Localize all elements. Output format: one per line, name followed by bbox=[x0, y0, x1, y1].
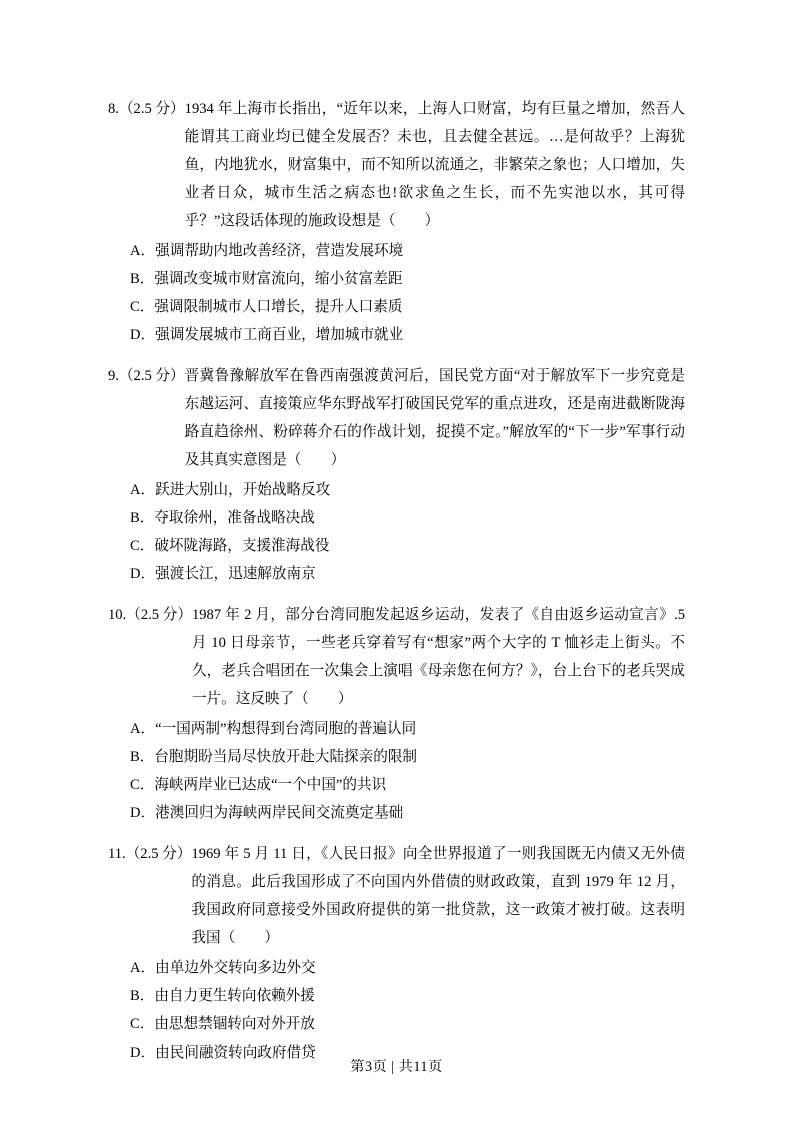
option-letter: D． bbox=[130, 805, 156, 822]
option-d[interactable] bbox=[108, 560, 685, 588]
option-text: 台胞期盼当局尽快放开赴大陆探亲的限制 bbox=[154, 749, 418, 766]
option-text: 破坏陇海路，支援淮海战役 bbox=[154, 538, 330, 555]
option-letter: D． bbox=[130, 566, 156, 583]
option-c[interactable] bbox=[108, 293, 685, 321]
option-letter: B． bbox=[130, 510, 155, 527]
option-letter: A． bbox=[130, 482, 156, 499]
option-b[interactable] bbox=[108, 982, 685, 1010]
page-footer: 第3页 | 共11页 bbox=[350, 1059, 443, 1075]
option-c[interactable] bbox=[108, 771, 685, 799]
option-letter: C． bbox=[130, 777, 155, 794]
question-number: 8.（2.5 分） bbox=[108, 101, 185, 117]
option-a[interactable] bbox=[108, 954, 685, 982]
option-text: 由思想禁锢转向对外开放 bbox=[154, 1016, 315, 1033]
option-text: 跃进大别山，开始战略反攻 bbox=[155, 482, 331, 499]
option-list bbox=[108, 476, 685, 588]
option-b[interactable] bbox=[108, 743, 685, 771]
option-letter: D． bbox=[130, 1044, 156, 1061]
option-d[interactable] bbox=[108, 321, 685, 349]
option-text: 强调改变城市财富流向，缩小贫富差距 bbox=[154, 271, 403, 288]
option-letter: A． bbox=[130, 243, 156, 260]
question-stem-text: 1987 年 2 月，部分台湾同胞发起返乡运动，发表了《自由返乡运动宣言》.5 月 10 日母亲节，一些老兵穿着写有“想家”两个大字的 T 恤衫走上街头。不久，老兵合唱团在一次集会上演唱《母亲您在何方？》，台上台下的老兵哭成一片。这反映了（ ） bbox=[191, 607, 685, 708]
option-letter: B． bbox=[130, 271, 155, 288]
question-number: 9.（2.5 分） bbox=[108, 368, 185, 385]
option-text: 海峡两岸业已达成“一个中国”的共识 bbox=[154, 777, 387, 794]
option-a[interactable] bbox=[108, 715, 685, 743]
option-b[interactable] bbox=[108, 265, 685, 293]
option-letter: C． bbox=[130, 299, 155, 316]
option-text: 强调帮助内地改善经济，营造发展环境 bbox=[155, 243, 404, 260]
question-stem bbox=[108, 362, 685, 474]
question-stem bbox=[108, 601, 685, 713]
option-letter: A． bbox=[130, 960, 156, 977]
question-number: 10.（2.5 分） bbox=[108, 607, 192, 624]
option-text: 夺取徐州，准备战略决战 bbox=[154, 510, 315, 527]
question-stem-text: 1934 年上海市长指出，“近年以来，上海人口财富，均有巨量之增加，然吾人能谓其工商业均已健全发展否？未也，且去健全甚远。…是何故乎？上海犹鱼，内地犹水，财富集中，而不知所以流通之，非繁荣之象也；人口增加，失业者日众，城市生活之病态也!欲求鱼之生长，而不先实池以水，其可得乎？”这段话体现的施政设想是（ ） bbox=[184, 101, 685, 230]
option-a[interactable] bbox=[108, 237, 685, 265]
question-stem-text: 晋冀鲁豫解放军在鲁西南强渡黄河后，国民党方面“对于解放军下一步究竟是东越运河、直接策应华东野战军打破国民党军的重点进攻，还是南进截断陇海路直趋徐州、粉碎蒋介石的作战计划，捉摸不定。”解放军的“下一步”军事行动及其真实意图是（ ） bbox=[184, 368, 685, 469]
option-text: 港澳回归为海峡两岸民间交流奠定基础 bbox=[155, 805, 404, 822]
option-letter: C． bbox=[130, 1016, 155, 1033]
question-item bbox=[108, 840, 685, 1066]
option-text: 强渡长江，迅速解放南京 bbox=[155, 566, 316, 583]
option-a[interactable] bbox=[108, 476, 685, 504]
question-number: 11.（2.5 分） bbox=[108, 846, 192, 863]
option-list bbox=[108, 237, 685, 349]
question-item bbox=[108, 95, 685, 349]
question-stem bbox=[108, 95, 685, 235]
option-b[interactable] bbox=[108, 504, 685, 532]
option-letter: D． bbox=[130, 327, 156, 344]
question-item bbox=[108, 362, 685, 588]
option-d[interactable] bbox=[108, 799, 685, 827]
question-stem bbox=[108, 840, 685, 952]
option-text: 由单边外交转向多边外交 bbox=[155, 960, 316, 977]
option-text: 由民间融资转向政府借贷 bbox=[155, 1044, 316, 1061]
option-list bbox=[108, 954, 685, 1066]
option-text: 由自力更生转向依赖外援 bbox=[154, 988, 315, 1005]
option-list bbox=[108, 715, 685, 827]
option-letter: A． bbox=[130, 721, 156, 738]
option-text: 强调发展城市工商百业，增加城市就业 bbox=[155, 327, 404, 344]
option-c[interactable] bbox=[108, 532, 685, 560]
option-text: 强调限制城市人口增长，提升人口素质 bbox=[154, 299, 403, 316]
question-stem-text: 1969 年 5 月 11 日，《人民日报》向全世界报道了一则我国既无内债又无外债的消息。此后我国形成了不向国内外借债的财政政策，直到 1979 年 12 月，我国政府同意接受外国政府提供的第一批贷款，这一政策才被打破。这表明我国（ ） bbox=[191, 846, 685, 947]
option-letter: C． bbox=[130, 538, 155, 555]
option-letter: B． bbox=[130, 749, 155, 766]
option-text: “一国两制”构想得到台湾同胞的普遍认同 bbox=[155, 721, 417, 738]
option-letter: B． bbox=[130, 988, 155, 1005]
question-item bbox=[108, 601, 685, 827]
option-c[interactable] bbox=[108, 1010, 685, 1038]
